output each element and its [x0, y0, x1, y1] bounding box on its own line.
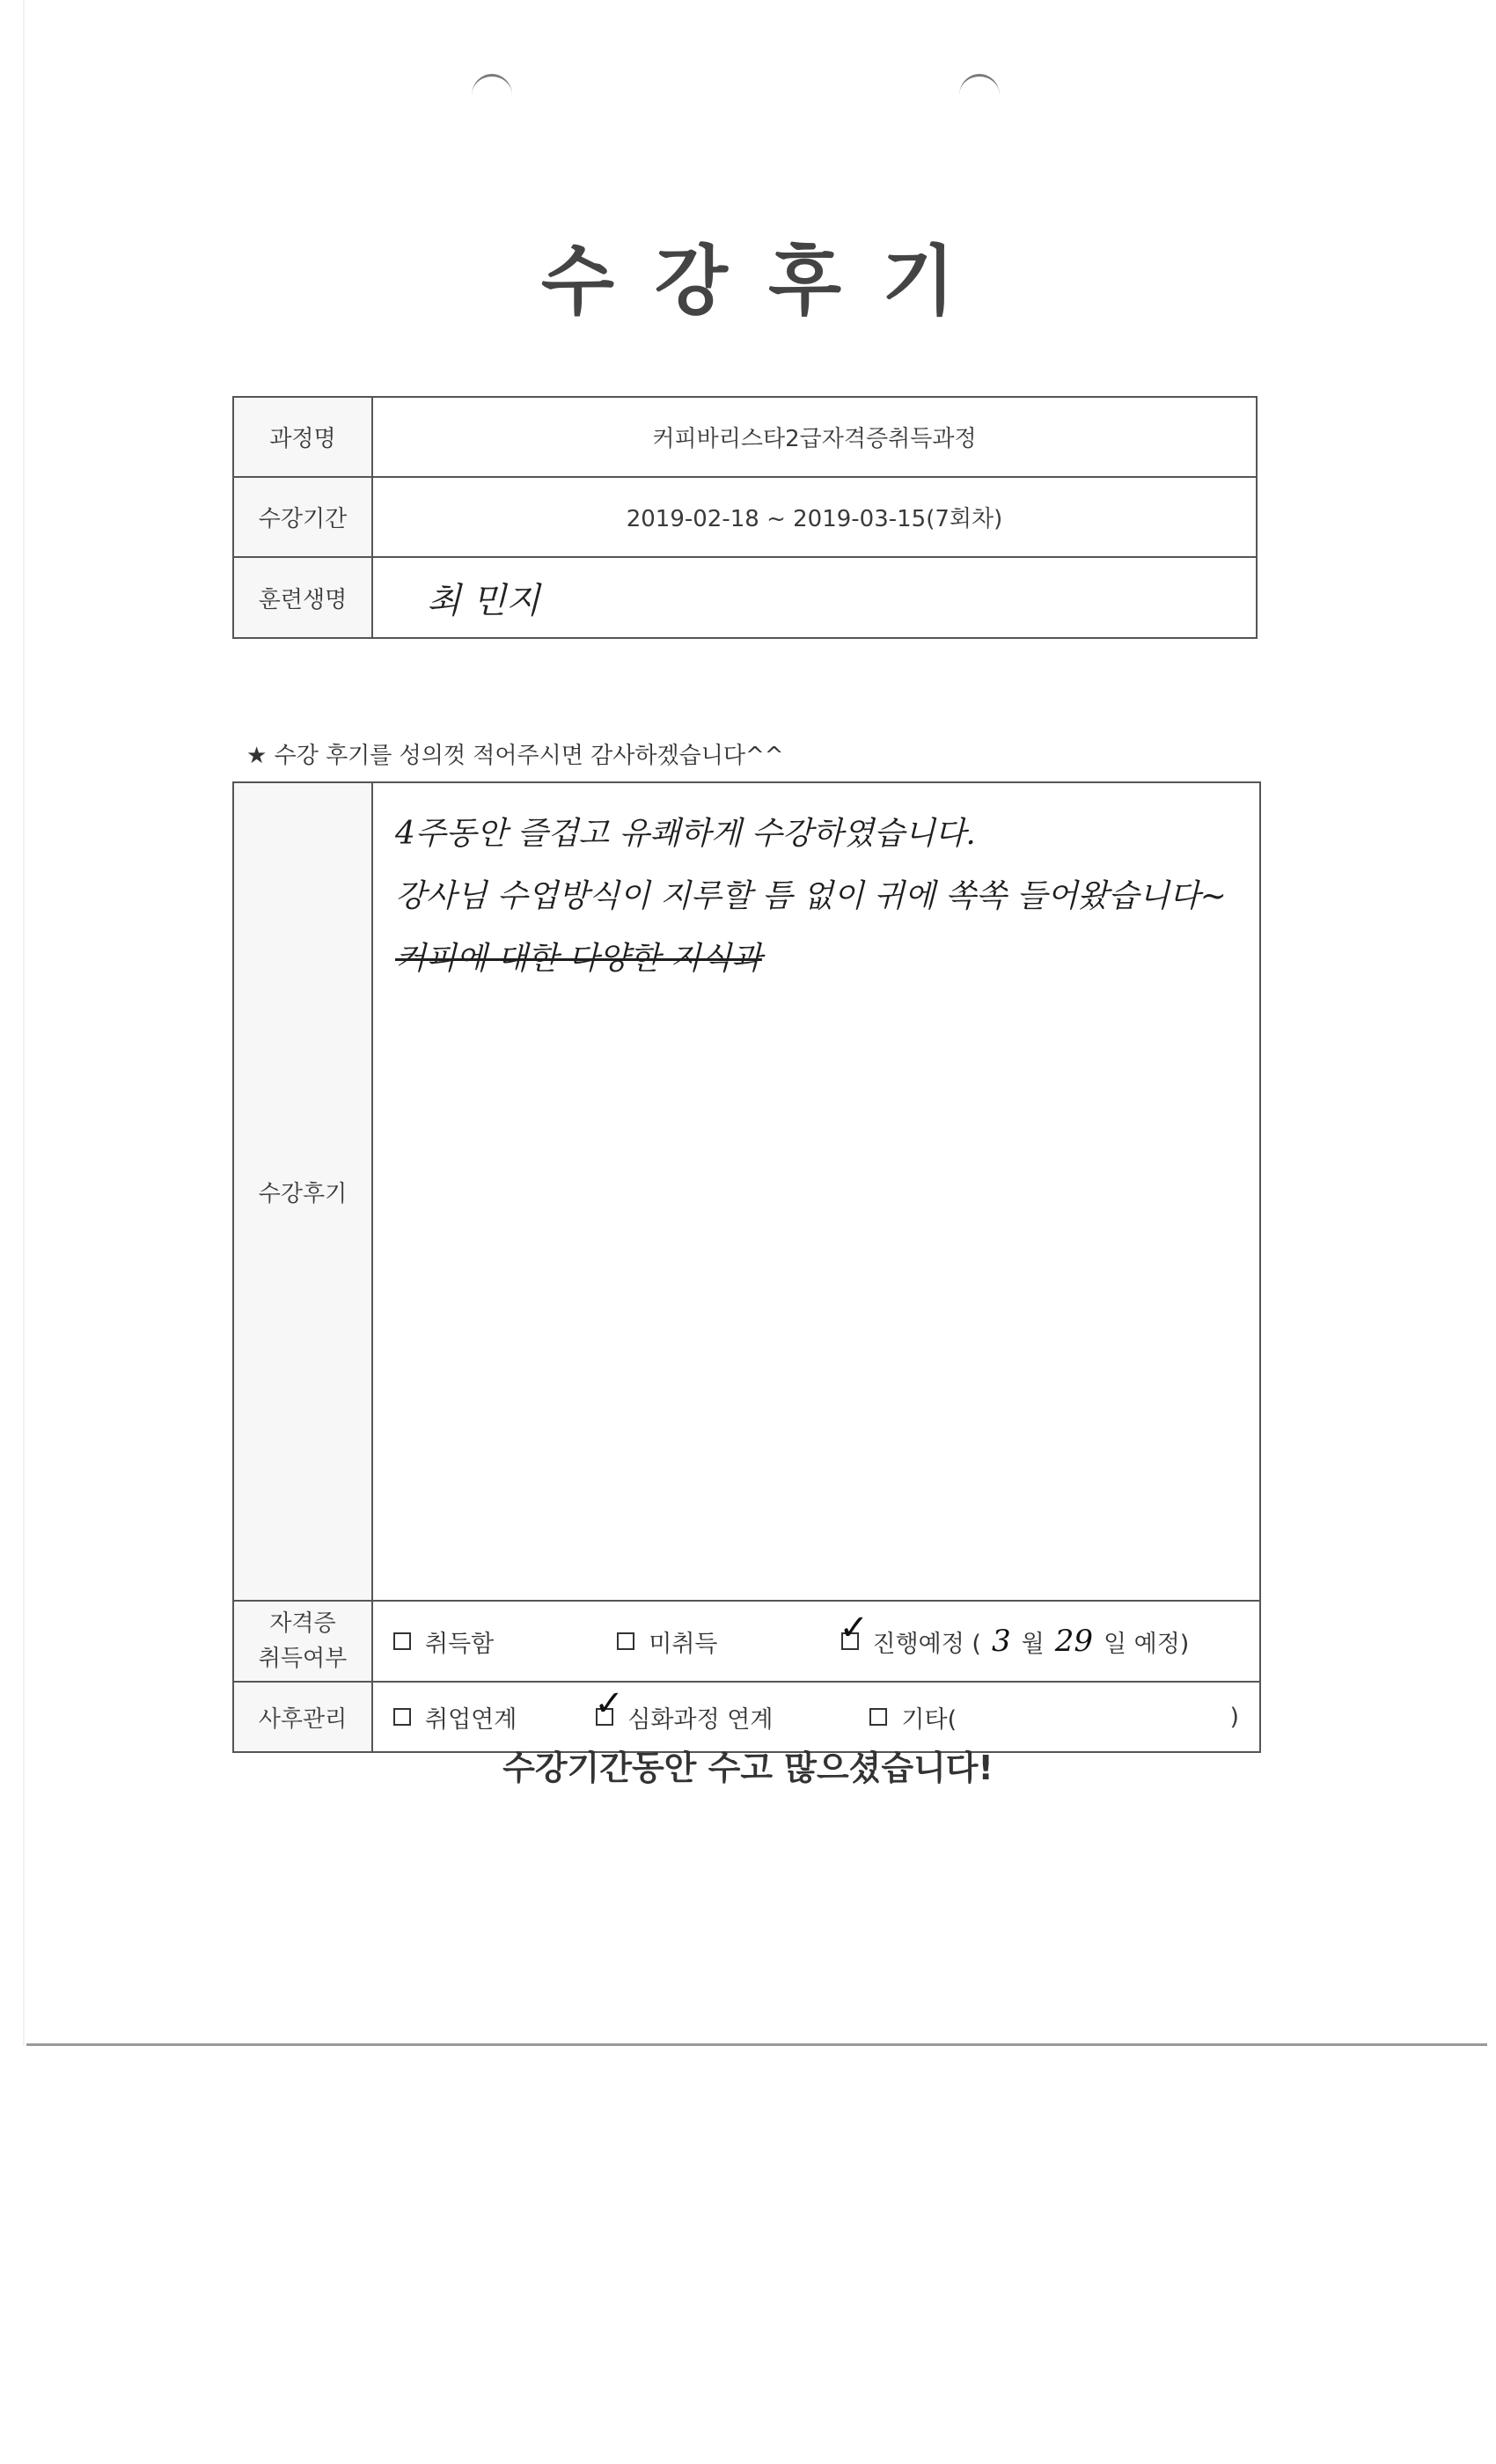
- option-other[interactable]: [869, 1700, 957, 1734]
- review-line: 4주동안 즐겁고 유쾌하게 수강하였습니다.: [395, 816, 976, 852]
- scan-edge: [26, 2043, 1487, 2046]
- review-table: [232, 781, 1261, 1753]
- checkbox[interactable]: [393, 1708, 411, 1726]
- period-value: 2019-02-18 ~ 2019-03-15(7회차): [372, 477, 1257, 557]
- certificate-label-line1: 자격증: [269, 1610, 336, 1637]
- day-handwritten: 29: [1054, 1624, 1093, 1659]
- punch-hole-mark: [959, 74, 1000, 117]
- option-not-acquired[interactable]: [617, 1624, 717, 1659]
- table-row: [233, 397, 1257, 477]
- certificate-label: [233, 1601, 372, 1682]
- checkbox-checked[interactable]: [841, 1632, 859, 1650]
- checkbox[interactable]: [869, 1708, 887, 1726]
- option-job-link[interactable]: [393, 1700, 517, 1734]
- closing-message: 수강기간동안 수고 많으셨습니다!: [502, 1749, 994, 1787]
- course-info-table: [232, 396, 1258, 639]
- review-notice: ★ 수강 후기를 성의껏 적어주시면 감사하겠습니다^^: [246, 743, 784, 769]
- review-label: 수강후기: [233, 782, 372, 1601]
- option-label: 심화과정 연계: [627, 1705, 774, 1734]
- table-row: [233, 782, 1260, 1601]
- trainee-value: [372, 557, 1257, 638]
- review-line: 강사님 수업방식이 지루할 틈 없이 귀에 쏙쏙 들어왔습니다~: [395, 878, 1227, 914]
- checkbox[interactable]: [617, 1632, 634, 1650]
- option-label: 기타(: [901, 1705, 957, 1734]
- option-label: 미취득: [649, 1630, 718, 1658]
- page-title: 수강후기: [540, 238, 996, 326]
- certificate-options: [372, 1601, 1260, 1682]
- checkbox[interactable]: [393, 1632, 411, 1650]
- punch-hole-mark: [472, 74, 512, 117]
- trainee-name-handwritten: 최 민지: [427, 580, 540, 621]
- option-label: 취득함: [425, 1630, 495, 1658]
- course-name-value: 커피바리스타2급자격증취득과정: [372, 397, 1257, 477]
- option-label: 진행예정 (: [872, 1630, 981, 1658]
- checkbox-checked[interactable]: [596, 1708, 613, 1726]
- option-label: 취업연계: [425, 1705, 517, 1734]
- month-handwritten: 3: [991, 1624, 1011, 1659]
- other-close-paren: ): [1229, 1703, 1239, 1731]
- option-advanced-course[interactable]: [596, 1700, 773, 1734]
- month-suffix: 월: [1021, 1630, 1045, 1658]
- certificate-label-line2: 취득여부: [258, 1646, 348, 1672]
- table-row: [233, 557, 1257, 638]
- table-row: [233, 477, 1257, 557]
- option-scheduled[interactable]: [841, 1624, 1190, 1659]
- day-suffix: 일 예정): [1103, 1630, 1190, 1658]
- course-name-label: 과정명: [233, 397, 372, 477]
- review-body: [372, 782, 1260, 1601]
- period-label: 수강기간: [233, 477, 372, 557]
- trainee-label: 훈련생명: [233, 557, 372, 638]
- option-acquired[interactable]: [393, 1624, 494, 1659]
- review-line-struck: 커피에 대한 다양한 지식과: [395, 941, 762, 977]
- table-row: [233, 1601, 1260, 1682]
- aftercare-label: 사후관리: [233, 1682, 372, 1752]
